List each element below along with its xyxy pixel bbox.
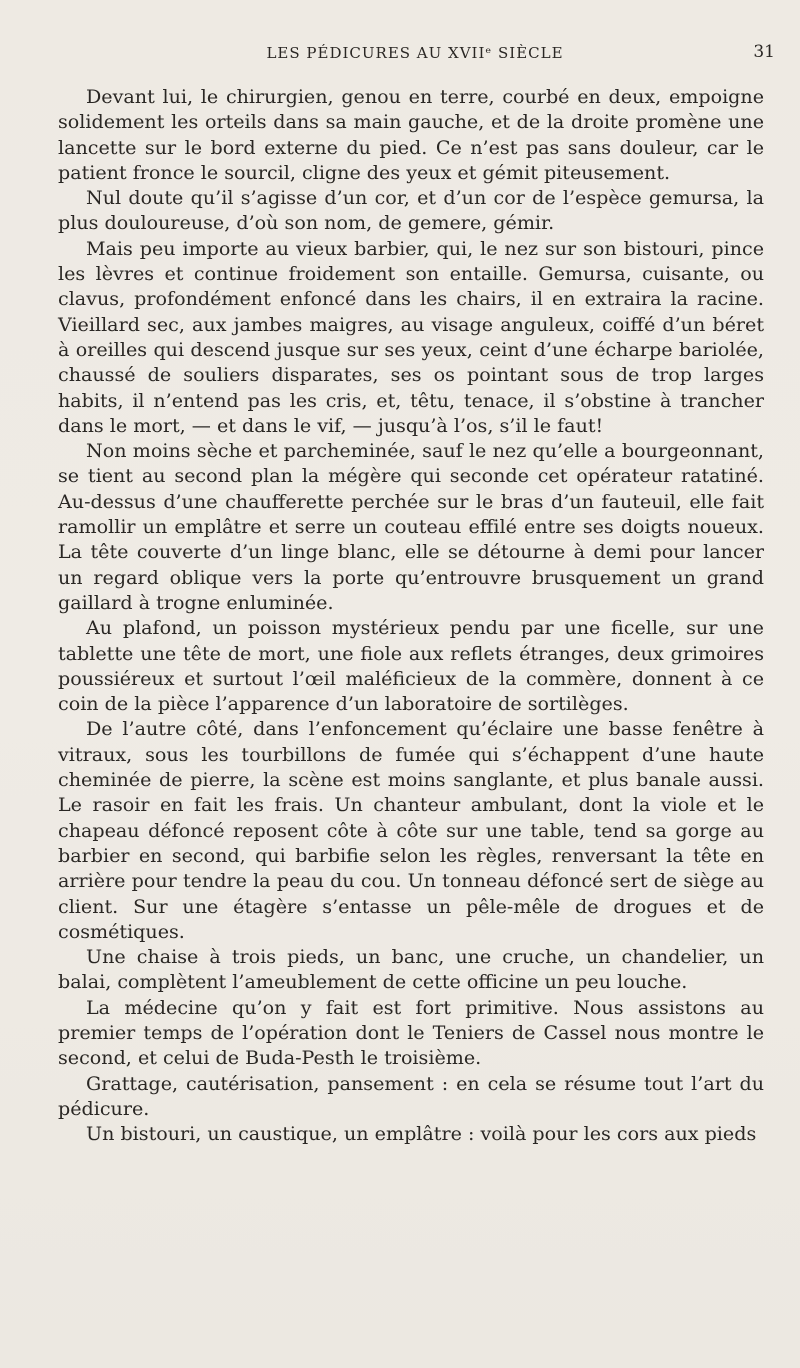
paragraph: Une chaise à trois pieds, un banc, une cruche, un chandelier, un balai, complètent l’ameublement de cette officine un peu louche. <box>58 945 764 994</box>
paragraph: La médecine qu’on y fait est fort primitive. Nous assistons au premier temps de l’opération dont le Teniers de Cassel nous montre le second, et celui de Buda-Pesth le troisième. <box>58 995 764 1070</box>
paragraph: Nul doute qu’il s’agisse d’un cor, et d’un cor de l’espèce gemursa, la plus douloureuse, d’où son nom, de gemere, gémir. <box>58 186 764 235</box>
paragraph: Non moins sèche et parcheminée, sauf le nez qu’elle a bourgeonnant, se tient au second plan la mégère qui seconde cet opérateur ratatiné. Au-dessus d’une chaufferette perchée sur le bras d’un fauteuil, elle fait ramollir un emplâtre et serre un couteau effilé entre ses doigts noueux. La tête couverte d’un linge blanc, elle se détourne à demi pour lancer un regard oblique vers la porte qu’entrouvre brusquement un grand gaillard à trogne enluminée. <box>58 439 764 614</box>
paragraph: Mais peu importe au vieux barbier, qui, le nez sur son bistouri, pince les lèvres et continue froidement son entaille. Gemursa, cuisante, ou clavus, profondément enfoncé dans les chairs, il en extraira la racine. Vieillard sec, aux jambes maigres, au visage anguleux, coiffé d’un béret à oreilles qui descend jusque sur ses yeux, ceint d’une écharpe bariolée, chaussé de souliers disparates, ses os pointant sous de trop larges habits, il n’entend pas les cris, et, têtu, tenace, il s’obstine à trancher dans le mort, — et dans le vif, — jusqu’à l’os, s’il le faut! <box>58 236 764 437</box>
body-text <box>58 84 764 1146</box>
running-head: LES PÉDICURES AU XVIIᵉ SIÈCLE <box>266 44 564 62</box>
paragraph: De l’autre côté, dans l’enfoncement qu’éclaire une basse fenêtre à vitraux, sous les tourbillons de fumée qui s’échappent d’une haute cheminée de pierre, la scène est moins sanglante, et plus banale aussi. Le rasoir en fait les frais. Un chanteur ambulant, dont la viole et le chapeau défoncé reposent côte à côte sur une table, tend sa gorge au barbier en second, qui barbifie selon les règles, renversant la tête en arrière pour tendre la peau du cou. Un tonneau défoncé sert de siège au client. Sur une étagère s’entasse un pêle-mêle de drogues et de cosmétiques. <box>58 717 764 943</box>
paragraph: Grattage, cautérisation, pansement : en cela se résume tout l’art du pédicure. <box>58 1071 764 1120</box>
paragraph: Au plafond, un poisson mystérieux pendu par une ficelle, sur une tablette une tête de mort, une fiole aux reflets étranges, deux grimoires poussiéreux et surtout l’œil maléficieux de la commère, donnent à ce coin de la pièce l’apparence d’un laboratoire de sortilèges. <box>58 616 764 716</box>
paragraph: Devant lui, le chirurgien, genou en terre, courbé en deux, empoigne solidement les orteils dans sa main gauche, et de la droite promène une lancette sur le bord externe du pied. Ce n’est pas sans douleur, car le patient fronce le sourcil, cligne des yeux et gémit piteusement. <box>58 85 764 184</box>
page-number: 31 <box>753 42 775 62</box>
page-header <box>55 40 775 68</box>
paragraph: Un bistouri, un caustique, un emplâtre : voilà pour les cors aux pieds <box>86 1122 757 1146</box>
